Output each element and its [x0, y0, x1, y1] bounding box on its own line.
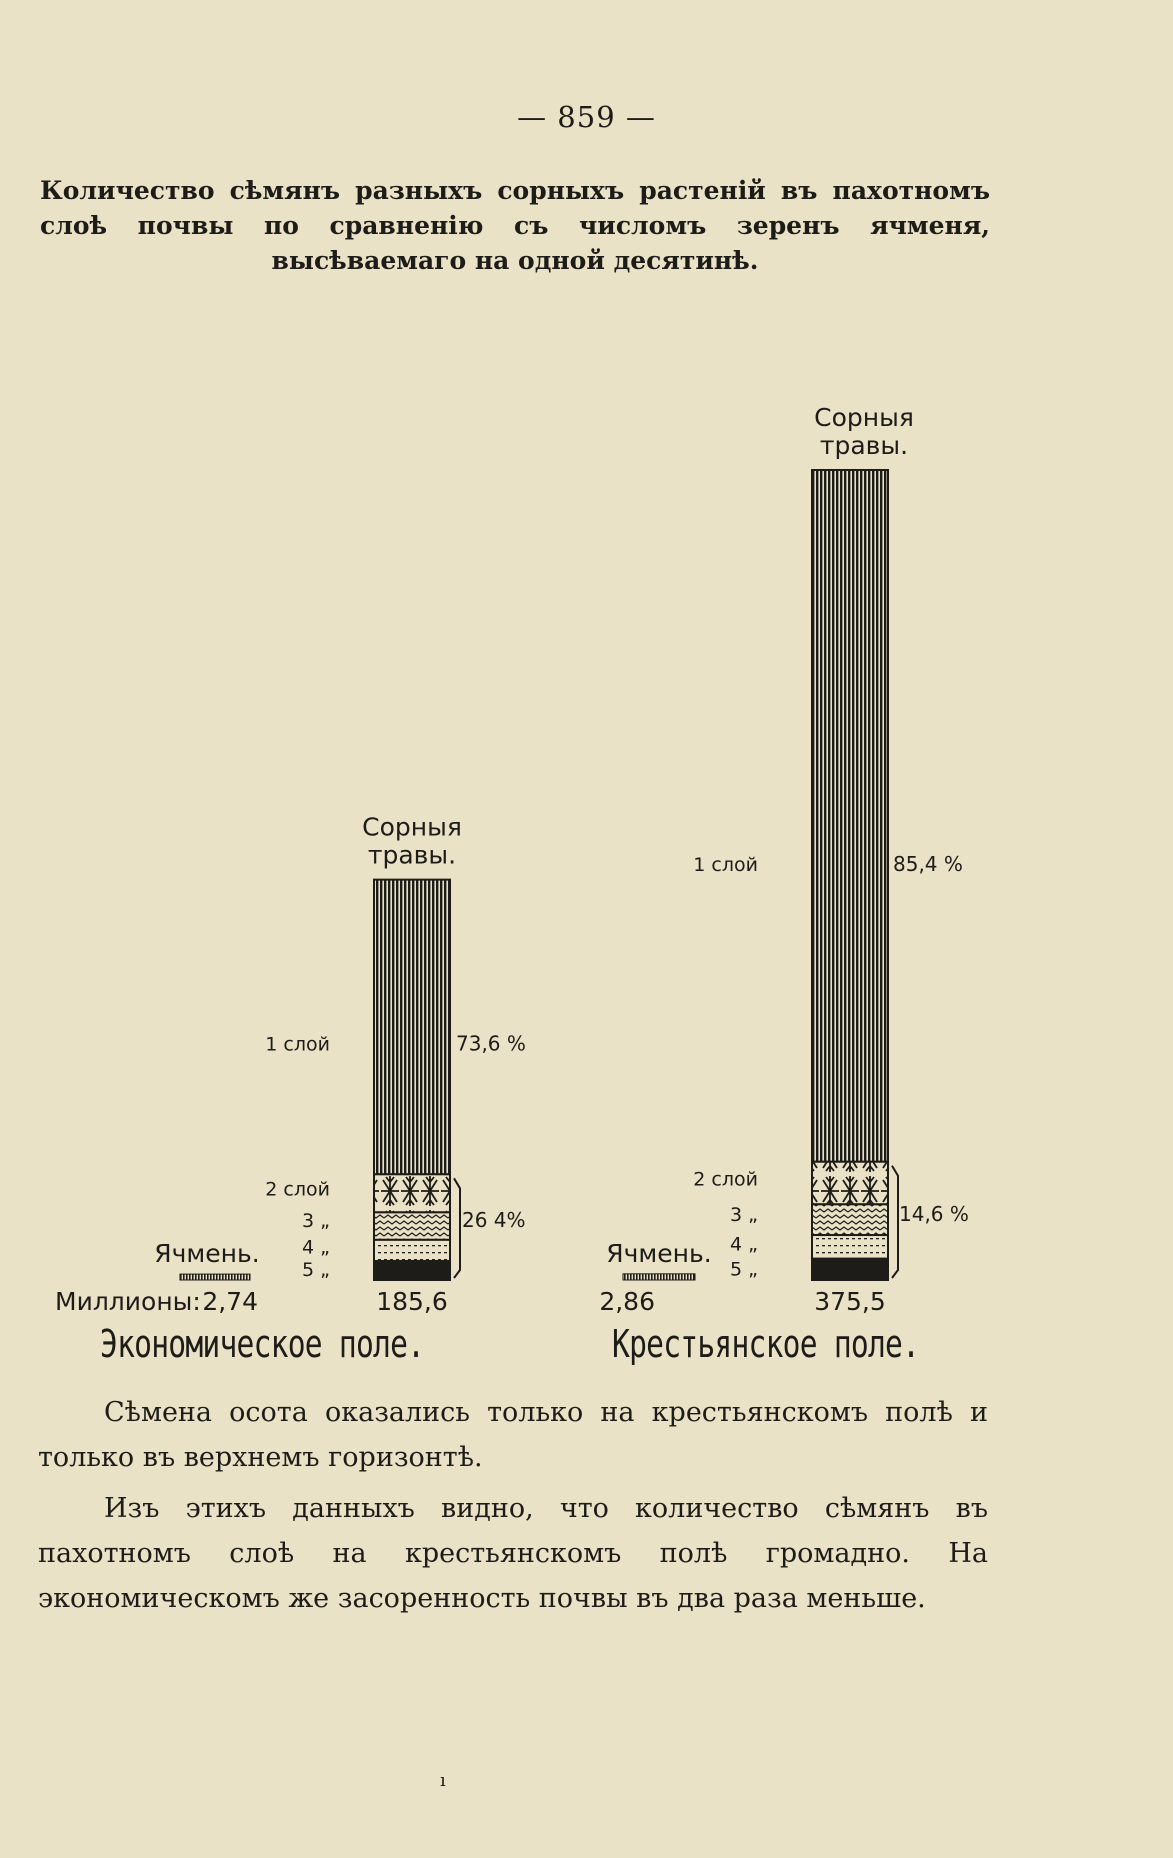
- bar-layer-5-peasant: [812, 1259, 888, 1280]
- layer-label-5-peasant: 5 „: [730, 1258, 758, 1281]
- lower-layers-percent-peasant: 14,6 %: [899, 1201, 969, 1226]
- page-number: — 859 —: [517, 100, 656, 134]
- layer-label-2-peasant: 2 слой: [693, 1168, 758, 1191]
- figure-title: Количество сѣмянъ разныхъ сорныхъ растеній въ пахотномъ слоѣ почвы по сравненію съ числомъ зеренъ ячменя, высѣваемаго на одной десятинѣ.: [40, 176, 990, 275]
- lower-layers-brace-peasant: [892, 1166, 898, 1278]
- barley-bar-economic: [180, 1274, 250, 1280]
- bar-layer-2-peasant: [812, 1162, 888, 1205]
- field-label-peasant: Крестьянское поле.: [612, 1322, 920, 1366]
- weeds-label-economic: Сорныя: [362, 812, 462, 842]
- units-label: Миллионы:: [55, 1287, 201, 1316]
- bar-top-layer-peasant: [812, 470, 888, 1162]
- paragraph-2: Изъ этихъ данныхъ видно, что количество сѣмянъ въ пахотномъ слоѣ на крестьянскомъ полѣ громадно. На экономическомъ же засоренность почвы въ два раза меньше.: [38, 1493, 988, 1614]
- weeds-label-peasant: Сорныя: [814, 403, 914, 432]
- lower-layers-percent-economic: 26 4%: [462, 1208, 526, 1233]
- layer-label-5-economic: 5 „: [302, 1258, 330, 1281]
- barley-value-peasant: 2,86: [599, 1287, 655, 1316]
- lower-layers-brace-economic: [454, 1178, 460, 1278]
- weeds-value-economic: 185,6: [376, 1287, 448, 1316]
- barley-label-peasant: Ячмень.: [606, 1238, 712, 1268]
- weeds-value-peasant: 375,5: [814, 1287, 886, 1316]
- field-label-economic: Экономическое поле.: [100, 1322, 425, 1366]
- bar-top-layer-economic: [374, 880, 450, 1175]
- barley-label-economic: Ячмень.: [154, 1239, 260, 1269]
- top-layer-percent-economic: 73,6 %: [456, 1031, 526, 1056]
- barley-bar-peasant: [623, 1274, 695, 1280]
- bar-layer-5-economic: [374, 1261, 450, 1280]
- bar-layer-4-peasant: [812, 1235, 888, 1259]
- weeds-label-economic: травы.: [367, 840, 457, 870]
- layer-label-3-peasant: 3 „: [730, 1203, 758, 1226]
- weed-seed-chart: [0, 290, 1173, 1320]
- weeds-label-peasant: травы.: [819, 431, 909, 460]
- page-mark: ı: [440, 1770, 446, 1791]
- bar-layer-3-peasant: [812, 1204, 888, 1235]
- bar-layer-4-economic: [374, 1240, 450, 1261]
- layer-label-4-peasant: 4 „: [730, 1233, 758, 1256]
- paragraph-1: Сѣмена осота оказались только на крестьянскомъ полѣ и только въ верхнемъ горизонтѣ.: [38, 1397, 988, 1473]
- bar-layer-3-economic: [374, 1212, 450, 1239]
- layer-label-3-economic: 3 „: [302, 1210, 330, 1233]
- layer-label-1-peasant: 1 слой: [693, 854, 758, 877]
- layer-label-4-economic: 4 „: [302, 1236, 330, 1259]
- bar-layer-2-economic: [374, 1174, 450, 1212]
- barley-value-economic: 2,74: [202, 1287, 258, 1316]
- top-layer-percent-peasant: 85,4 %: [893, 852, 963, 877]
- layer-label-1-economic: 1 слой: [265, 1033, 330, 1056]
- layer-label-2-economic: 2 слой: [265, 1178, 330, 1201]
